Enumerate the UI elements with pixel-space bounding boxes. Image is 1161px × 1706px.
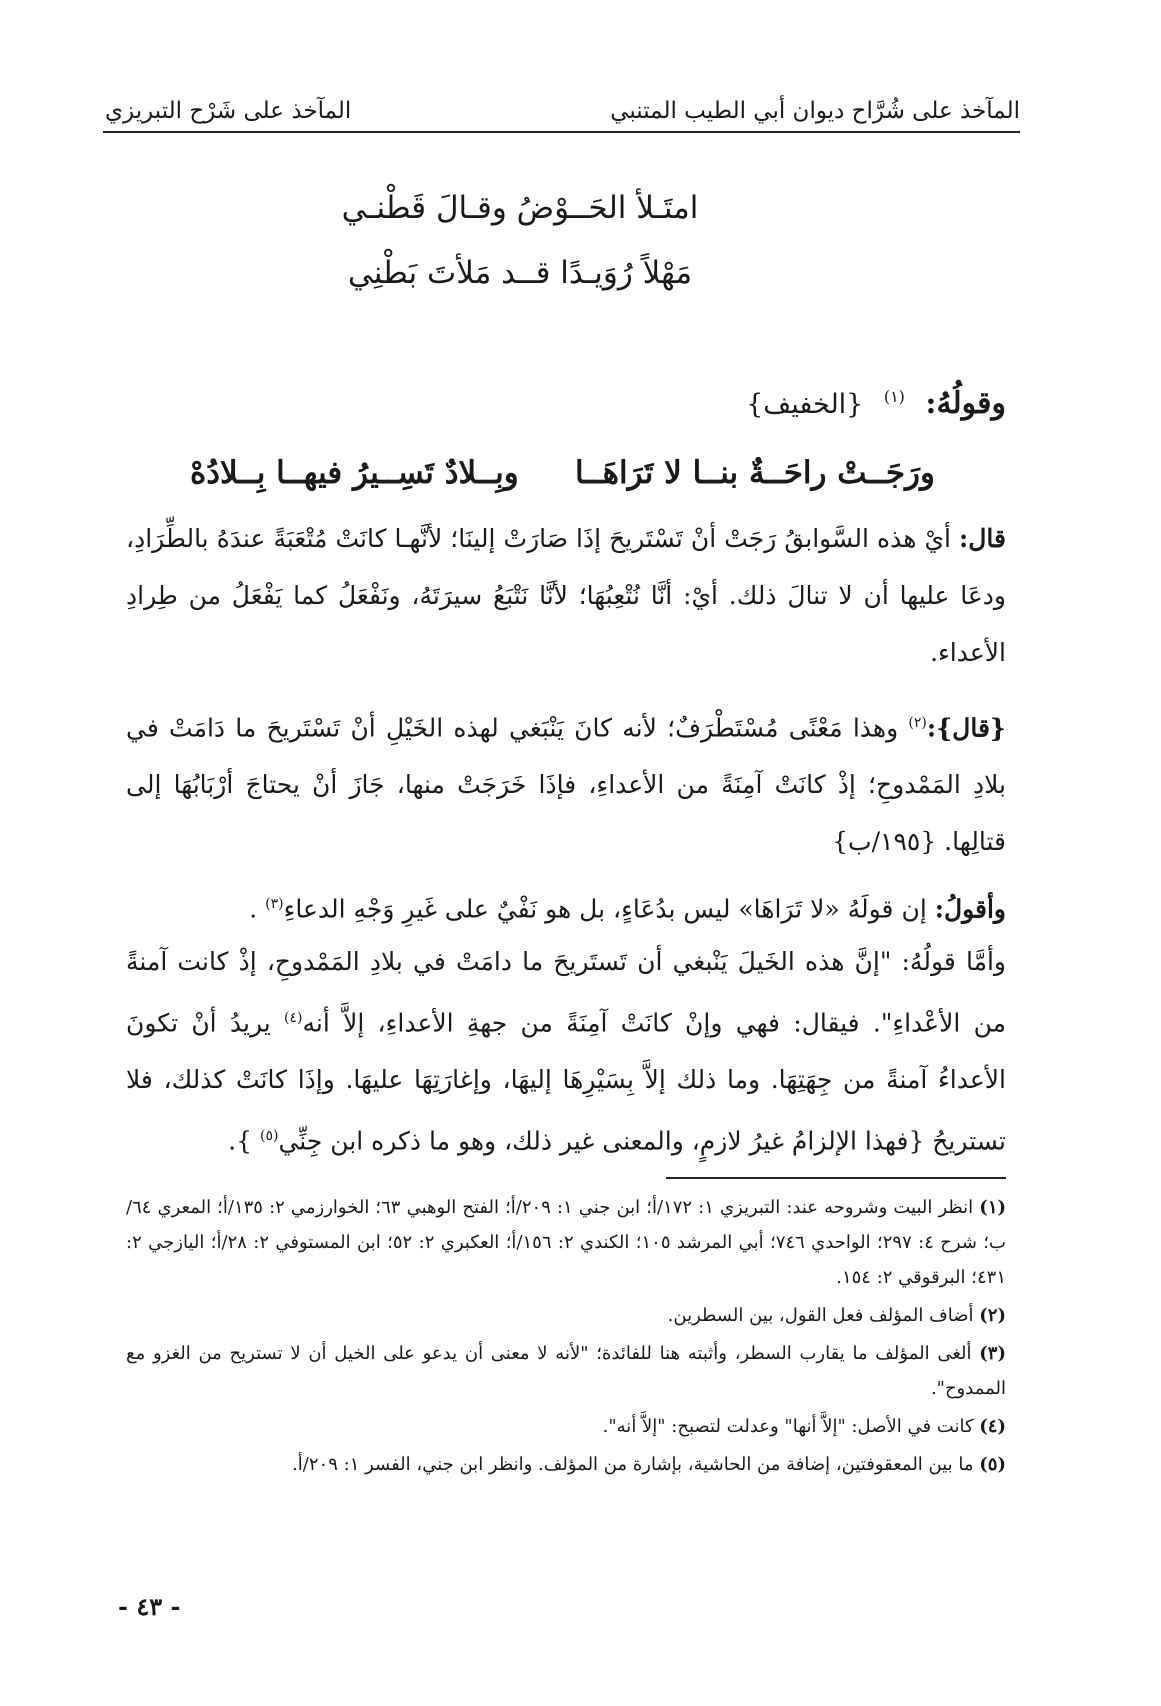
footnote-marker-1[interactable]: (١) [883,387,905,406]
page-number: - ٤٣ - [118,1592,181,1621]
paragraph-text: وهذا مَعْنًى مُسْتَطْرَفٌ؛ لأنه كانَ يَنْبَغي لهذه الخَيْلِ أنْ تَسْتَريحَ ما دَامَتْ في بلادِ المَمْدوحِ؛ إذْ كانَتْ آمِنَةً من الأعداءِ، فإذَا خَرَجَتْ منها، جَازَ أنْ يحتاجَ أرْبَابُهَا إلى قتالِها. {١٩٥/ب} [126,713,1006,857]
footnote-number: (٣) [979,1343,1006,1364]
first-hemistich: ورَجَــتْ راحَــةٌ بنــا لا تَرَاهَــا [575,455,935,491]
footnote-item [126,1190,1006,1295]
footnote-item [126,1409,1006,1444]
paragraph-lead: وأقولُ: [934,894,1006,924]
paragraph-tail: }. [228,1126,260,1156]
footnote-separator [666,1177,1006,1179]
commentary-paragraph-3 [126,876,1006,937]
intro-label: وقولُهُ: [925,386,1006,421]
footnote-marker-2[interactable]: (٢) [908,715,927,731]
paragraph-text: أيْ هذه السَّوابقُ رَجَتْ أنْ تَسْتَريحَ إذَا صَارَتْ إلينَا؛ لأنَّهـا كانَتْ مُتْعَبَةً عندَهُ بالطِّرَادِ، ودعَا عليها أن لا تنالَ ذلك. أيْ: أنَّا نُتْعِبُهَا؛ لأنَّا نَتْبَعُ سيرَتَهُ، ونَفْعَلُ كما يَفْعَلُ من طِرادِ الأعداء. [126,524,1006,667]
footnote-text: كانت في الأصل: "إلاَّ أنها" وعدلت لتصبح: "إلاَّ أنه". [602,1416,974,1437]
footnote-item [126,1298,1006,1333]
header-right-title: المآخذ على شُرَّاح ديوان أبي الطيب المتنبي [610,98,1020,124]
footnote-item [126,1336,1006,1406]
commentary-paragraph-4 [126,933,1006,1170]
running-header [105,88,1020,124]
commentary-paragraph-1 [126,510,1006,681]
paragraph-text: إن قولَهُ «لا تَرَاهَا» ليس بدُعَاءٍ، بل هو نَفْيٌ على غَيرِ وَجْهِ الدعاءِ [283,894,935,924]
verse-top-line-1: امتَـلأ الحَــوْضُ وقـالَ قَطْنـي [341,190,699,226]
footnote-text: أضاف المؤلف فعل القول، بين السطرين. [667,1305,974,1326]
header-rule [103,131,1020,133]
footnotes [126,1190,1006,1485]
meter-name: {الخفيف} [746,389,864,420]
footnote-text: ما بين المعقوفتين، إضافة من الحاشية، بإشارة من المؤلف. وانظر ابن جني، الفسر ١: ٢٠٩/أ. [292,1454,974,1475]
footnote-text: ألغى المؤلف ما يقارب السطر، وأثبته هنا للفائدة؛ "لأنه لا معنى أن يدعو على الخيل أن لا تستريح من الغزو مع الممدوح". [126,1343,1006,1399]
footnote-number: (٢) [979,1305,1006,1326]
footnote-number: (١) [979,1197,1007,1218]
footnote-marker-5[interactable]: (٥) [259,1128,279,1145]
footnote-item [126,1447,1006,1482]
verse-top-line-2: مَهْلاً رُوَيـدًا قــد مَلأتَ بَطْنِي [347,255,693,291]
header-left-title: المآخذ على شَرْح التبريزي [105,98,352,124]
footnote-marker-4[interactable]: (٤) [284,1010,303,1026]
second-hemistich: وبِــلادٌ تَسِــيرُ فيهــا بِــلادُهْ [190,455,519,491]
footnote-marker-3[interactable]: (٣) [265,896,284,912]
footnote-number: (٤) [979,1416,1006,1437]
paragraph-lead: {قال}: [926,713,1006,743]
paragraph-lead: قال: [959,524,1006,553]
footnote-text: انظر البيت وشروحه عند: التبريزي ١: ١٧٢/أ؛ ابن جني ١: ٢٠٩/أ؛ الفتح الوهبي ٦٣؛ الخوارزمي ٢: ١٣٥/أ؛ المعري ٦٤/ب؛ شرح ٤: ٢٩٧؛ الواحدي ٧٤٦؛ أبي المرشد ١٠٥؛ الكندي ٢: ١٥٦/أ؛ العكبري ٢: ٥٢؛ ابن المستوفي ٢: ٢٨/أ؛ اليازجي ٢: ٤٣١؛ البرقوقي ٢: ١٥٤. [126,1197,1006,1288]
paragraph-text: وأمَّا قولُهُ: "إنَّ هذه الخَيلَ يَنْبغي أن تَستَريحَ ما دامَتْ في بلادِ المَمْدوحِ، إذْ كانت آمنةً من الأعْداءِ". فيقال: فهي وإنْ كانَتْ آمِنَةً من جهةِ الأعداءِ، إلاَّ أنه [126,947,1006,1038]
paragraph-tail: . [249,894,266,924]
footnote-number: (٥) [979,1454,1006,1475]
commentary-paragraph-2 [126,695,1006,870]
verse-intro [746,386,1006,421]
main-verse [190,455,935,491]
paragraph-text-continued: يريدُ أنْ تكونَ الأعداءُ آمنةً من جِهَتِهَا. وما ذلك إلاَّ بِسَيْرِهَا إليهَا، وإغارَتِهَا عليهَا. وإذَا كانَتْ كذلك، فلا تستريحُ {فهذا الإلزامُ غيرُ لازمٍ، والمعنى غير ذلك، وهو ما ذكره ابن جِنِّي [126,1008,1006,1156]
